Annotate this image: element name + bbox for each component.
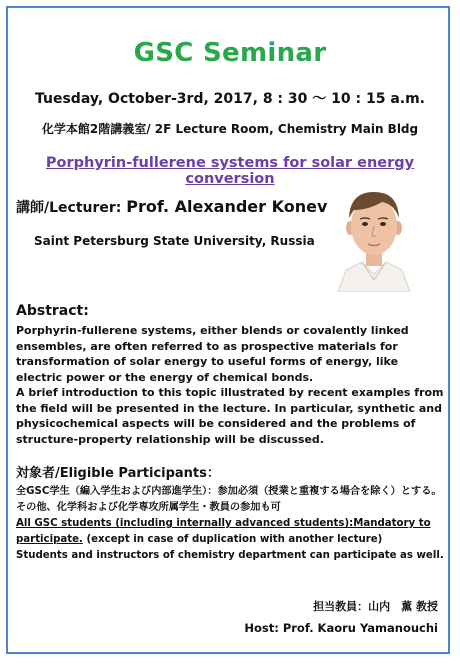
eligibility-line-en: Students and instructors of chemistry department can participate as well.: [16, 550, 444, 561]
lecturer-line: [16, 197, 327, 217]
lecturer-affiliation: Saint Petersburg State University, Russia: [34, 234, 315, 248]
abstract-heading: Abstract:: [16, 303, 89, 319]
talk-title: Porphyrin-fullerene systems for solar energy conversion: [45, 155, 415, 187]
seminar-venue: 化学本館2階講義室/ 2F Lecture Room, Chemistry Main Bldg: [41, 122, 419, 136]
eligibility-heading: 対象者/Eligible Participants：: [16, 466, 220, 481]
lecturer-name: Prof. Alexander Konev: [126, 197, 328, 216]
eligibility-line-jp: その他、化学科および化学専攻所属学生・教員の参加も可: [16, 502, 281, 513]
abstract-paragraph: Porphyrin-fullerene systems, either blends or covalently linked ensembles, are often referred to as prospective materials for transformation of solar energy to useful forms of energy, like electric power or the energy of chemical bonds.: [16, 324, 409, 384]
seminar-title: GSC Seminar: [133, 38, 327, 68]
host-jp: 担当教員：山内 薫 教授: [313, 600, 438, 613]
eligibility-line-en: [16, 516, 448, 548]
eligibility-body: [16, 484, 448, 564]
lecturer-label: 講師/Lecturer:: [16, 200, 127, 216]
eligibility-line-jp: 全GSC学生（編入学生および内部進学生）：参加必須（授業と重複する場合を除く）とする。: [16, 486, 442, 497]
seminar-datetime: Tuesday, October-3rd, 2017, 8 : 30 ～ 10 : 15 a.m.: [34, 91, 425, 107]
abstract-body: [16, 323, 446, 447]
lecturer-photo: [328, 184, 420, 292]
host-en: Host: Prof. Kaoru Yamanouchi: [244, 621, 438, 635]
eligibility-exception: (except in case of duplication with another lecture): [82, 534, 383, 545]
abstract-paragraph: A brief introduction to this topic illustrated by recent examples from the field will be presented in the lecture. In particular, synthetic and physicochemical aspects will be considered and the problems of structure-property relationship will be discussed.: [16, 386, 444, 446]
eligibility-mandatory: All GSC students (including internally advanced students):Mandatory to participate.: [16, 518, 431, 545]
